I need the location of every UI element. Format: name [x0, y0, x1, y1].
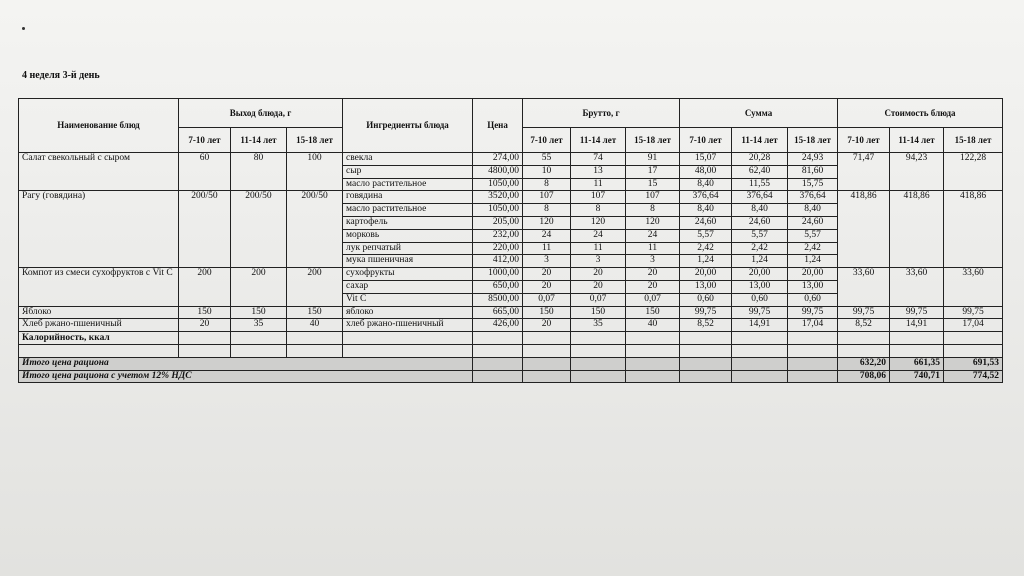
dish-cost-cell: 33,60	[838, 268, 890, 306]
gross-cell: 3	[571, 255, 626, 268]
sum-cell: 8,40	[680, 204, 732, 217]
table-row	[19, 306, 1003, 319]
gross-cell: 11	[626, 242, 680, 255]
gross-cell: 15	[626, 178, 680, 191]
header-age: 11-14 лет	[231, 128, 287, 153]
dish-name-cell: Рагу (говядина)	[19, 191, 179, 268]
gross-cell: 74	[571, 153, 626, 166]
dish-cost-cell: 418,86	[944, 191, 1003, 268]
gross-cell: 20	[523, 319, 571, 332]
total-value-cell: 691,53	[944, 357, 1003, 370]
sum-cell: 8,40	[732, 204, 788, 217]
ingredient-name-cell: говядина	[343, 191, 473, 204]
ingredient-price-cell: 665,00	[473, 306, 523, 319]
dish-cost-cell: 17,04	[944, 319, 1003, 332]
ingredient-name-cell: сухофрукты	[343, 268, 473, 281]
header-age: 15-18 лет	[944, 128, 1003, 153]
dish-cost-cell: 99,75	[890, 306, 944, 319]
total-value-cell: 708,06	[838, 370, 890, 383]
empty-cell	[944, 332, 1003, 345]
gross-cell: 24	[626, 229, 680, 242]
spacer-row	[19, 344, 1003, 357]
empty-cell	[343, 332, 473, 345]
dish-name-cell: Салат свекольный с сыром	[19, 153, 179, 191]
sum-cell: 0,60	[680, 293, 732, 306]
total-row	[19, 370, 1003, 383]
empty-cell	[838, 344, 890, 357]
gross-cell: 120	[523, 216, 571, 229]
header-yield: Выход блюда, г	[179, 99, 343, 128]
ingredient-price-cell: 1050,00	[473, 178, 523, 191]
sum-cell: 24,60	[788, 216, 838, 229]
empty-cell	[343, 344, 473, 357]
empty-cell	[680, 332, 732, 345]
gross-cell: 150	[626, 306, 680, 319]
empty-cell	[473, 344, 523, 357]
gross-cell: 40	[626, 319, 680, 332]
dish-cost-cell: 71,47	[838, 153, 890, 191]
empty-cell	[231, 332, 287, 345]
sum-cell: 1,24	[680, 255, 732, 268]
sum-cell: 8,52	[680, 319, 732, 332]
empty-cell	[523, 332, 571, 345]
gross-cell: 20	[626, 280, 680, 293]
empty-cell	[732, 370, 788, 383]
ingredient-price-cell: 220,00	[473, 242, 523, 255]
gross-cell: 20	[626, 268, 680, 281]
gross-cell: 150	[571, 306, 626, 319]
yield-cell: 150	[231, 306, 287, 319]
yield-cell: 200/50	[287, 191, 343, 268]
sum-cell: 0,60	[732, 293, 788, 306]
dish-cost-cell: 33,60	[944, 268, 1003, 306]
sum-cell: 20,00	[788, 268, 838, 281]
empty-cell	[890, 344, 944, 357]
sum-cell: 20,28	[732, 153, 788, 166]
total-value-cell: 740,71	[890, 370, 944, 383]
header-age: 7-10 лет	[680, 128, 732, 153]
empty-cell	[680, 357, 732, 370]
empty-cell	[680, 344, 732, 357]
header-age: 7-10 лет	[179, 128, 231, 153]
empty-cell	[571, 332, 626, 345]
total-value-cell: 661,35	[890, 357, 944, 370]
ingredient-price-cell: 1000,00	[473, 268, 523, 281]
gross-cell: 10	[523, 165, 571, 178]
gross-cell: 8	[571, 204, 626, 217]
sum-cell: 14,91	[732, 319, 788, 332]
yield-cell: 200/50	[179, 191, 231, 268]
yield-cell: 200	[287, 268, 343, 306]
gross-cell: 35	[571, 319, 626, 332]
ingredient-name-cell: масло растительное	[343, 178, 473, 191]
dish-cost-cell: 99,75	[944, 306, 1003, 319]
sum-cell: 376,64	[680, 191, 732, 204]
ingredient-price-cell: 3520,00	[473, 191, 523, 204]
dish-cost-cell: 8,52	[838, 319, 890, 332]
header-price: Цена	[473, 99, 523, 153]
yield-cell: 100	[287, 153, 343, 191]
gross-cell: 0,07	[571, 293, 626, 306]
gross-cell: 8	[626, 204, 680, 217]
sum-cell: 15,75	[788, 178, 838, 191]
empty-cell	[179, 344, 231, 357]
yield-cell: 200/50	[231, 191, 287, 268]
empty-cell	[571, 344, 626, 357]
empty-cell	[571, 357, 626, 370]
sum-cell: 2,42	[732, 242, 788, 255]
calories-row	[19, 332, 1003, 345]
ingredient-price-cell: 232,00	[473, 229, 523, 242]
dish-cost-cell: 99,75	[838, 306, 890, 319]
empty-cell	[944, 344, 1003, 357]
total-label: Итого цена рациона	[19, 357, 473, 370]
table-row	[19, 153, 1003, 166]
ingredient-name-cell: лук репчатый	[343, 242, 473, 255]
ingredient-price-cell: 412,00	[473, 255, 523, 268]
yield-cell: 20	[179, 319, 231, 332]
ingredient-name-cell: Vit C	[343, 293, 473, 306]
yield-cell: 35	[231, 319, 287, 332]
empty-cell	[788, 344, 838, 357]
yield-cell: 80	[231, 153, 287, 191]
gross-cell: 17	[626, 165, 680, 178]
sum-cell: 99,75	[732, 306, 788, 319]
empty-cell	[473, 370, 523, 383]
sum-cell: 15,07	[680, 153, 732, 166]
sum-cell: 17,04	[788, 319, 838, 332]
sum-cell: 1,24	[788, 255, 838, 268]
header-gross: Брутто, г	[523, 99, 680, 128]
gross-cell: 20	[523, 280, 571, 293]
empty-cell	[890, 332, 944, 345]
ingredient-name-cell: хлеб ржано-пшеничный	[343, 319, 473, 332]
ingredient-name-cell: свекла	[343, 153, 473, 166]
empty-cell	[732, 357, 788, 370]
gross-cell: 0,07	[626, 293, 680, 306]
header-age: 7-10 лет	[523, 128, 571, 153]
yield-cell: 200	[231, 268, 287, 306]
header-ingredients: Ингредиенты блюда	[343, 99, 473, 153]
gross-cell: 150	[523, 306, 571, 319]
ingredient-name-cell: сыр	[343, 165, 473, 178]
dish-cost-cell: 122,28	[944, 153, 1003, 191]
empty-cell	[626, 357, 680, 370]
table-row	[19, 319, 1003, 332]
sum-cell: 81,60	[788, 165, 838, 178]
ingredient-name-cell: масло растительное	[343, 204, 473, 217]
gross-cell: 11	[523, 242, 571, 255]
gross-cell: 24	[571, 229, 626, 242]
ingredient-name-cell: яблоко	[343, 306, 473, 319]
empty-cell	[473, 332, 523, 345]
gross-cell: 55	[523, 153, 571, 166]
empty-cell	[523, 357, 571, 370]
gross-cell: 120	[571, 216, 626, 229]
gross-cell: 11	[571, 178, 626, 191]
empty-cell	[179, 332, 231, 345]
dish-name-cell: Хлеб ржано-пшеничный	[19, 319, 179, 332]
sum-cell: 62,40	[732, 165, 788, 178]
empty-cell	[231, 344, 287, 357]
gross-cell: 120	[626, 216, 680, 229]
ingredient-price-cell: 426,00	[473, 319, 523, 332]
sum-cell: 8,40	[680, 178, 732, 191]
header-age: 11-14 лет	[890, 128, 944, 153]
dish-cost-cell: 418,86	[838, 191, 890, 268]
gross-cell: 107	[523, 191, 571, 204]
total-row	[19, 357, 1003, 370]
gross-cell: 24	[523, 229, 571, 242]
sum-cell: 99,75	[788, 306, 838, 319]
empty-cell	[680, 370, 732, 383]
empty-cell	[626, 344, 680, 357]
empty-cell	[473, 357, 523, 370]
sum-cell: 376,64	[732, 191, 788, 204]
yield-cell: 60	[179, 153, 231, 191]
empty-cell	[523, 370, 571, 383]
gross-cell: 20	[571, 280, 626, 293]
sum-cell: 20,00	[732, 268, 788, 281]
yield-cell: 40	[287, 319, 343, 332]
sum-cell: 8,40	[788, 204, 838, 217]
sum-cell: 0,60	[788, 293, 838, 306]
empty-cell	[19, 344, 179, 357]
empty-cell	[523, 344, 571, 357]
gross-cell: 3	[523, 255, 571, 268]
sum-cell: 24,60	[732, 216, 788, 229]
ingredient-price-cell: 205,00	[473, 216, 523, 229]
gross-cell: 3	[626, 255, 680, 268]
ingredient-name-cell: сахар	[343, 280, 473, 293]
empty-cell	[626, 332, 680, 345]
sum-cell: 13,00	[732, 280, 788, 293]
sum-cell: 99,75	[680, 306, 732, 319]
sum-cell: 1,24	[732, 255, 788, 268]
dish-name-cell: Яблоко	[19, 306, 179, 319]
sum-cell: 5,57	[680, 229, 732, 242]
empty-cell	[788, 370, 838, 383]
header-age: 7-10 лет	[838, 128, 890, 153]
calories-label: Калорийность, ккал	[19, 332, 179, 345]
gross-cell: 20	[571, 268, 626, 281]
sum-cell: 5,57	[788, 229, 838, 242]
gross-cell: 11	[571, 242, 626, 255]
empty-cell	[788, 332, 838, 345]
ingredient-name-cell: морковь	[343, 229, 473, 242]
gross-cell: 107	[571, 191, 626, 204]
yield-cell: 200	[179, 268, 231, 306]
empty-cell	[571, 370, 626, 383]
gross-cell: 8	[523, 204, 571, 217]
sum-cell: 24,60	[680, 216, 732, 229]
sum-cell: 2,42	[788, 242, 838, 255]
total-value-cell: 774,52	[944, 370, 1003, 383]
ingredient-price-cell: 4800,00	[473, 165, 523, 178]
table-row	[19, 191, 1003, 204]
yield-cell: 150	[179, 306, 231, 319]
ingredient-price-cell: 274,00	[473, 153, 523, 166]
empty-cell	[732, 344, 788, 357]
sum-cell: 2,42	[680, 242, 732, 255]
dish-cost-cell: 33,60	[890, 268, 944, 306]
sum-cell: 24,93	[788, 153, 838, 166]
document-title: 4 неделя 3-й день	[22, 70, 100, 81]
sum-cell: 20,00	[680, 268, 732, 281]
sum-cell: 376,64	[788, 191, 838, 204]
yield-cell: 150	[287, 306, 343, 319]
speck-mark	[22, 27, 25, 30]
gross-cell: 107	[626, 191, 680, 204]
empty-cell	[788, 357, 838, 370]
gross-cell: 8	[523, 178, 571, 191]
dish-name-cell: Компот из смеси сухофруктов с Vit C	[19, 268, 179, 306]
empty-cell	[838, 332, 890, 345]
gross-cell: 91	[626, 153, 680, 166]
gross-cell: 0,07	[523, 293, 571, 306]
gross-cell: 13	[571, 165, 626, 178]
dish-cost-cell: 94,23	[890, 153, 944, 191]
empty-cell	[287, 332, 343, 345]
header-cost: Стоимость блюда	[838, 99, 1003, 128]
gross-cell: 20	[523, 268, 571, 281]
table-row	[19, 268, 1003, 281]
empty-cell	[287, 344, 343, 357]
ingredient-price-cell: 650,00	[473, 280, 523, 293]
dish-cost-cell: 14,91	[890, 319, 944, 332]
total-value-cell: 632,20	[838, 357, 890, 370]
ingredient-price-cell: 1050,00	[473, 204, 523, 217]
sum-cell: 13,00	[680, 280, 732, 293]
dish-cost-cell: 418,86	[890, 191, 944, 268]
header-dish-name: Наименование блюд	[19, 99, 179, 153]
header-age: 11-14 лет	[732, 128, 788, 153]
ingredient-name-cell: картофель	[343, 216, 473, 229]
sum-cell: 5,57	[732, 229, 788, 242]
menu-cost-table	[18, 98, 1003, 383]
sum-cell: 13,00	[788, 280, 838, 293]
total-label: Итого цена рациона с учетом 12% НДС	[19, 370, 473, 383]
sum-cell: 48,00	[680, 165, 732, 178]
ingredient-name-cell: мука пшеничная	[343, 255, 473, 268]
empty-cell	[732, 332, 788, 345]
header-age: 15-18 лет	[626, 128, 680, 153]
sum-cell: 11,55	[732, 178, 788, 191]
ingredient-price-cell: 8500,00	[473, 293, 523, 306]
header-age: 11-14 лет	[571, 128, 626, 153]
header-age: 15-18 лет	[287, 128, 343, 153]
header-age: 15-18 лет	[788, 128, 838, 153]
header-sum: Сумма	[680, 99, 838, 128]
empty-cell	[626, 370, 680, 383]
